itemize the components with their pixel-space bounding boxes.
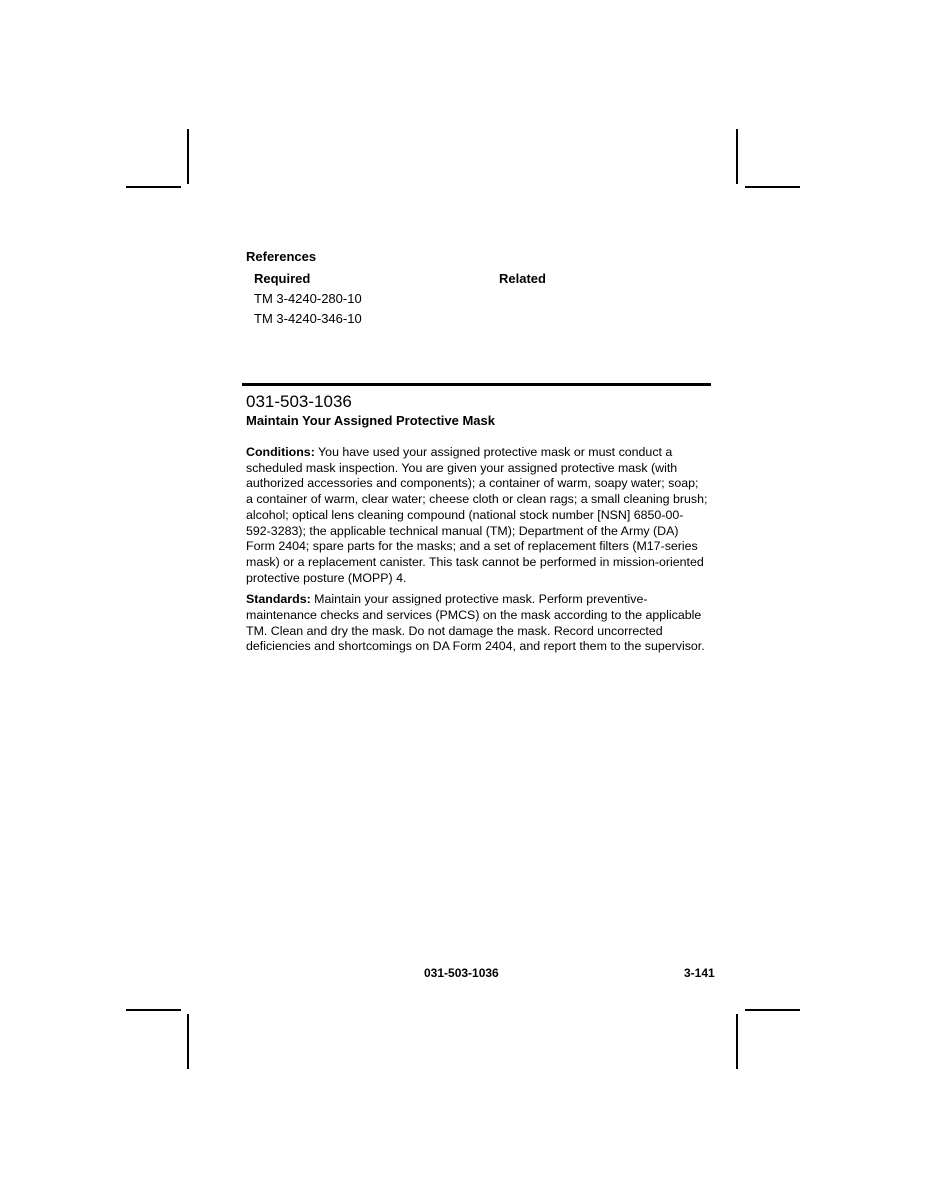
related-references-column	[499, 269, 546, 289]
task-number: 031-503-1036	[246, 392, 352, 411]
crop-mark-top-right-vertical	[736, 129, 738, 184]
crop-mark-bottom-left-horizontal	[126, 1009, 181, 1011]
conditions-paragraph	[246, 445, 708, 586]
related-header: Related	[499, 271, 546, 286]
standards-text: Maintain your assigned protective mask. Perform preventive-maintenance checks and services (PMCS) on the mask according to the applicable TM. Clean and dry the mask. Do not damage the mask. Record uncorrected deficiencies and shortcomings on DA Form 2404, and report them to the supervisor.	[246, 592, 705, 654]
footer-task-number: 031-503-1036	[424, 966, 499, 980]
crop-mark-bottom-right-vertical	[736, 1014, 738, 1069]
references-title: References	[246, 249, 317, 264]
conditions-text: You have used your assigned protective mask or must conduct a scheduled mask inspection. You are given your assigned protective mask (with authorized accessories and components); a container of warm, soapy water; soap; a container of warm, clear water; cheese cloth or clean rags; a small cleaning brush; alcohol; optical lens cleaning compound (national stock number [NSN] 6850-00-592-3283); the applicable technical manual (TM); Department of the Army (DA) Form 2404; spare parts for the masks; and a set of replacement filters (M17-series mask) or a replacement canister. This task cannot be performed in mission-oriented protective posture (MOPP) 4.	[246, 445, 708, 585]
crop-mark-bottom-right-horizontal	[745, 1009, 800, 1011]
required-references-column	[254, 269, 362, 329]
task-title: Maintain Your Assigned Protective Mask	[246, 413, 495, 428]
crop-mark-top-right-horizontal	[745, 186, 800, 188]
standards-label: Standards:	[246, 592, 311, 607]
task-section	[246, 392, 708, 655]
required-reference-item: TM 3-4240-346-10	[254, 311, 362, 326]
crop-mark-top-left-vertical	[187, 129, 189, 184]
required-reference-item: TM 3-4240-280-10	[254, 291, 362, 306]
references-section	[246, 249, 546, 326]
crop-mark-bottom-left-vertical	[187, 1014, 189, 1069]
crop-mark-top-left-horizontal	[126, 186, 181, 188]
footer-page-number: 3-141	[684, 966, 715, 980]
section-divider-rule	[242, 383, 711, 386]
standards-paragraph	[246, 592, 708, 655]
conditions-label: Conditions:	[246, 445, 315, 459]
required-header: Required	[254, 271, 311, 286]
